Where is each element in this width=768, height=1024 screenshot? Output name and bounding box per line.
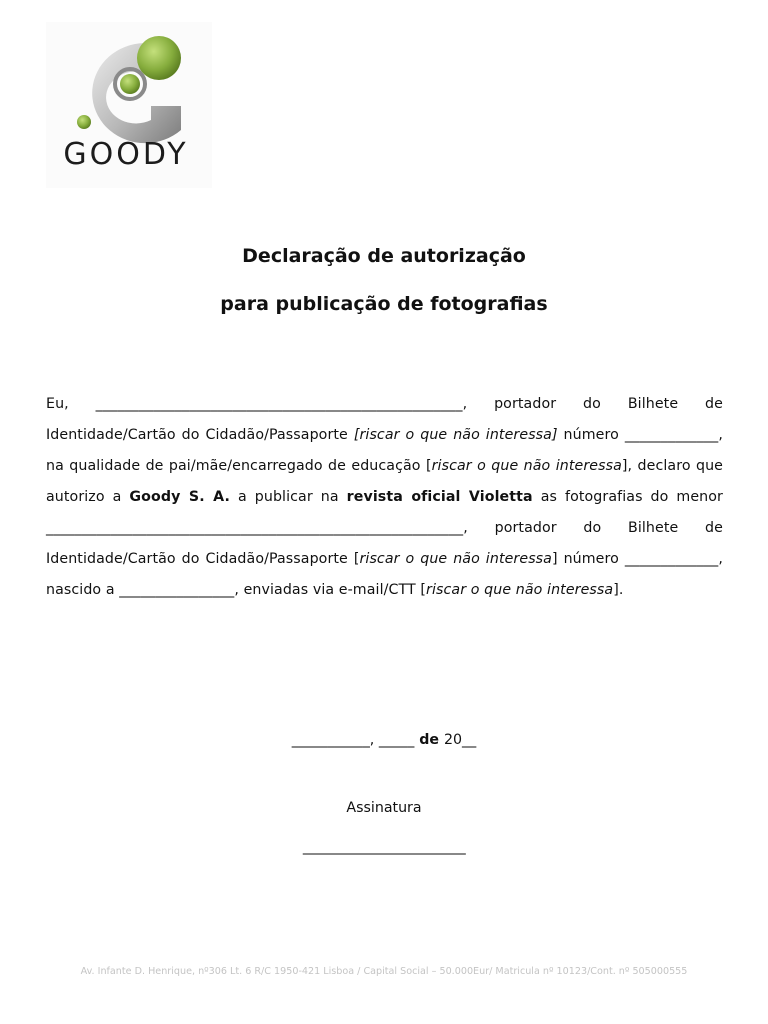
- logo-large-sphere: [137, 36, 181, 80]
- day-blank: _____: [378, 732, 415, 748]
- minor-id-number-blank: _____________: [624, 551, 719, 567]
- text-segment: ].: [613, 582, 624, 598]
- strike-note: riscar o que não interessa: [431, 458, 622, 474]
- id-number-blank: _____________: [624, 427, 719, 443]
- company-logo: [46, 22, 212, 188]
- birth-date-blank: ________________: [119, 582, 235, 598]
- date-de: de: [414, 732, 444, 748]
- date-line: [0, 728, 768, 752]
- text-segment: , na qualidade de pai/mãe/encarregado de educação [: [46, 427, 723, 474]
- text-segment: as fotografias do menor: [532, 489, 723, 505]
- text-segment: ], declaro que autorizo a: [46, 458, 724, 505]
- date-separator: ,: [369, 732, 379, 748]
- document-title: [0, 232, 768, 328]
- logo-small-sphere: [77, 115, 91, 129]
- strike-note: riscar o que não interessa: [426, 582, 614, 598]
- title-line-1: Declaração de autorização: [242, 245, 526, 267]
- logo-medium-sphere: [120, 74, 140, 94]
- strike-note: riscar o que não interessa: [359, 551, 552, 567]
- strike-note: [riscar o que não interessa]: [353, 427, 558, 443]
- text-segment: número: [557, 427, 625, 443]
- place-blank: ___________: [291, 732, 370, 748]
- logo-brand-text: GOODY: [63, 137, 189, 172]
- text-segment: , nascido a: [46, 551, 723, 598]
- name-blank: ___________________________________________________: [95, 396, 463, 412]
- text-segment: , portador do Bilhete de Identidade/Cartão do Cidadão/Passaporte [: [46, 520, 723, 567]
- declaration-paragraph: [46, 389, 723, 606]
- text-segment: a publicar na: [229, 489, 347, 505]
- footer-address: Av. Infante D. Henrique, nº306 Lt. 6 R/C 1950-421 Lisboa / Capital Social – 50.000Eur/ Matricula nº 10123/Cont. nº 505000555: [80, 966, 688, 977]
- text-segment: , portador do Bilhete de Identidade/Cartão do Cidadão/Passaporte: [46, 396, 723, 443]
- title-line-2: para publicação de fotografias: [220, 293, 548, 315]
- text-segment: Eu,: [46, 396, 96, 412]
- minor-name-blank: __________________________________________________________: [46, 520, 464, 536]
- signature-line: _________________________: [302, 839, 466, 855]
- text-segment: , enviadas via e-mail/CTT [: [234, 582, 427, 598]
- magazine-name: revista oficial Violetta: [346, 489, 533, 505]
- text-segment: ] número: [551, 551, 625, 567]
- signature-label: Assinatura: [346, 800, 422, 816]
- company-name: Goody S. A.: [129, 489, 230, 505]
- year-blank: 20__: [443, 732, 477, 748]
- goody-logo-graphic: [46, 22, 212, 188]
